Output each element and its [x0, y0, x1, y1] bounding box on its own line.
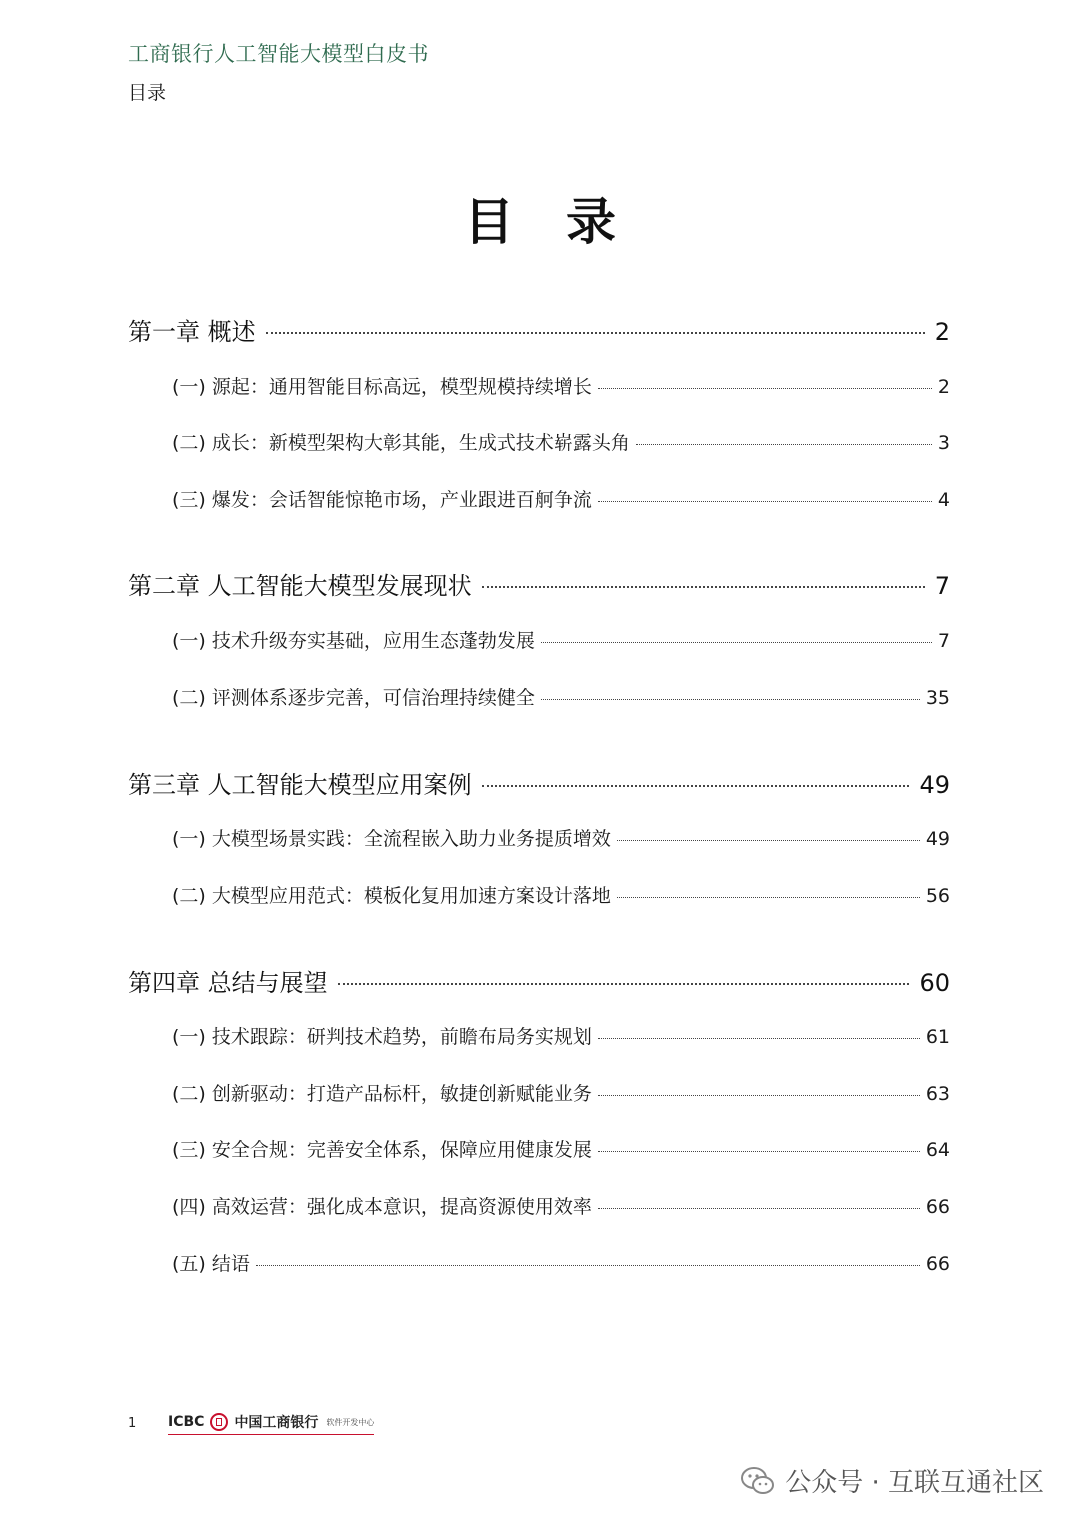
toc-entry-page: 2	[934, 318, 950, 346]
dot-leader	[598, 1208, 920, 1209]
dot-leader	[482, 586, 925, 588]
toc-entry-page: 49	[925, 828, 950, 850]
toc-entry-section[interactable]	[172, 1079, 950, 1106]
toc-entry-section[interactable]	[172, 485, 950, 512]
toc-entry-section[interactable]	[172, 683, 950, 710]
icbc-brand-text: ICBC	[168, 1414, 205, 1430]
toc-entry-section[interactable]	[172, 1022, 950, 1049]
toc-entry-label: 第三章 人工智能大模型应用案例	[128, 771, 472, 799]
toc-entry-section[interactable]	[172, 626, 950, 653]
icbc-bank-name: 中国工商银行	[234, 1415, 319, 1431]
dot-leader	[338, 983, 910, 985]
footer-page-number: 1	[128, 1416, 137, 1431]
toc-entry-label: (二) 成长：新模型架构大彰其能，生成式技术崭露头角	[172, 432, 630, 454]
toc-entry-chapter-1[interactable]	[128, 312, 950, 347]
toc-entry-label: (四) 高效运营：强化成本意识，提高资源使用效率	[172, 1196, 592, 1218]
toc-entry-page: 56	[925, 885, 950, 907]
toc-entry-section[interactable]	[172, 1249, 950, 1276]
toc-entry-label: (三) 爆发：会话智能惊艳市场，产业跟进百舸争流	[172, 489, 592, 511]
dot-leader	[541, 699, 920, 700]
toc-entry-label: 第二章 人工智能大模型发展现状	[128, 572, 472, 600]
toc-entry-page: 2	[937, 376, 950, 398]
dot-leader	[598, 501, 932, 502]
toc-entry-label: (二) 创新驱动：打造产品标杆，敏捷创新赋能业务	[172, 1083, 592, 1105]
toc-entry-page: 7	[937, 630, 950, 652]
toc-entry-page: 66	[925, 1253, 950, 1275]
toc-entry-page: 63	[925, 1083, 950, 1105]
watermark-text: 公众号 · 互联互通社区	[785, 1468, 1044, 1498]
toc-entry-section[interactable]	[172, 1135, 950, 1162]
toc-heading	[0, 182, 1080, 254]
toc-entry-page: 7	[934, 572, 950, 600]
toc-entry-label: (一) 大模型场景实践：全流程嵌入助力业务提质增效	[172, 828, 611, 850]
icbc-logo	[168, 1412, 374, 1435]
dot-leader	[617, 897, 920, 898]
dot-leader	[598, 1038, 920, 1039]
toc-entry-section[interactable]	[172, 881, 950, 908]
toc-entry-page: 61	[925, 1026, 950, 1048]
toc-entry-label: (一) 技术升级夯实基础，应用生态蓬勃发展	[172, 630, 535, 652]
toc-entry-page: 35	[925, 687, 950, 709]
toc-heading-char-2: 录	[566, 193, 616, 251]
header-section: 目录	[128, 82, 167, 104]
toc-entry-page: 60	[919, 969, 950, 997]
dot-leader	[598, 388, 932, 389]
dot-leader	[598, 1095, 920, 1096]
icbc-seal-icon	[210, 1413, 228, 1431]
toc-entry-page: 64	[925, 1139, 950, 1161]
toc-entry-section[interactable]	[172, 824, 950, 851]
toc-entry-label: (二) 评测体系逐步完善，可信治理持续健全	[172, 687, 535, 709]
toc-entry-label: (二) 大模型应用范式：模板化复用加速方案设计落地	[172, 885, 611, 907]
toc-entry-page: 66	[925, 1196, 950, 1218]
toc-entry-label: (一) 技术跟踪：研判技术趋势，前瞻布局务实规划	[172, 1026, 592, 1048]
dot-leader	[541, 642, 932, 643]
dot-leader	[598, 1151, 920, 1152]
toc-entry-page: 49	[919, 771, 950, 799]
dot-leader	[266, 332, 925, 334]
toc-entry-section[interactable]	[172, 372, 950, 399]
toc-entry-label: (五) 结语	[172, 1253, 250, 1275]
toc-entry-section[interactable]	[172, 428, 950, 455]
icbc-dept-name: 软件开发中心	[326, 1417, 375, 1427]
dot-leader	[617, 840, 920, 841]
toc-entry-label: 第一章 概述	[128, 318, 256, 346]
toc-entry-label: (三) 安全合规：完善安全体系，保障应用健康发展	[172, 1139, 592, 1161]
toc-entry-section[interactable]	[172, 1192, 950, 1219]
dot-leader	[636, 444, 932, 445]
toc-entry-chapter-2[interactable]	[128, 566, 950, 601]
header-title: 工商银行人工智能大模型白皮书	[128, 42, 429, 66]
wechat-icon	[741, 1467, 775, 1495]
toc-entry-page: 3	[937, 432, 950, 454]
toc-entry-page: 4	[937, 489, 950, 511]
wechat-watermark	[741, 1462, 1044, 1499]
toc-entry-chapter-3[interactable]	[128, 765, 950, 800]
toc-entry-label: (一) 源起：通用智能目标高远，模型规模持续增长	[172, 376, 592, 398]
toc-entry-label: 第四章 总结与展望	[128, 969, 328, 997]
toc-heading-char-1: 目	[464, 193, 514, 251]
toc-entry-chapter-4[interactable]	[128, 963, 950, 998]
page-footer	[128, 1412, 374, 1435]
dot-leader	[256, 1265, 920, 1266]
dot-leader	[482, 785, 910, 787]
